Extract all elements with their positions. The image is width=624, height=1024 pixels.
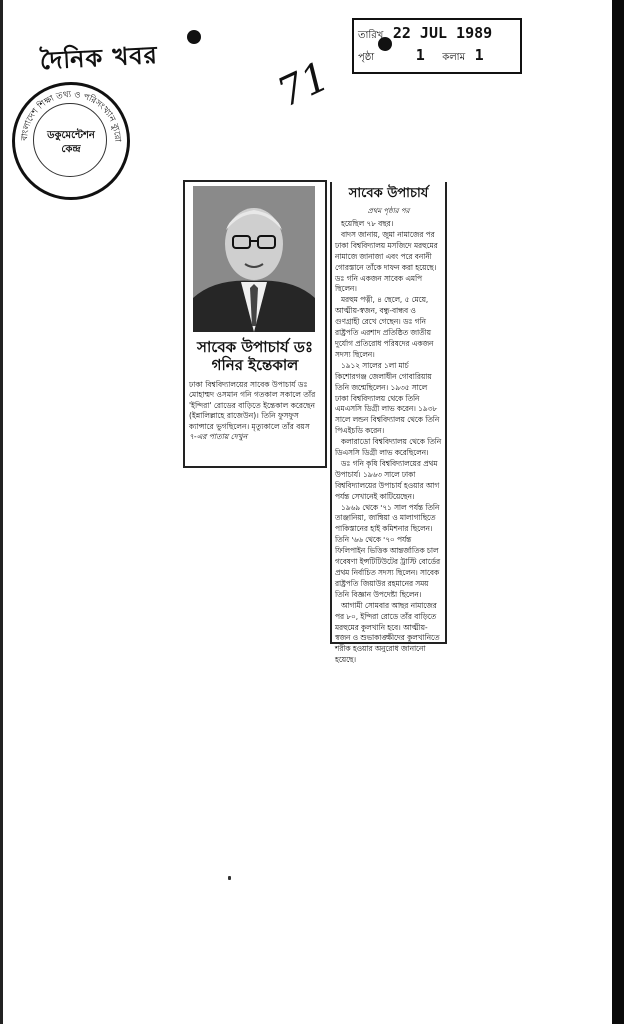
seal-center-line2: কেন্দ্র bbox=[61, 144, 81, 155]
stamp-date-label: তারিখ bbox=[358, 30, 384, 41]
handwritten-number: 71 bbox=[270, 53, 337, 117]
continuation-headline: সাবেক উপাচার্য bbox=[348, 186, 429, 201]
obituary-body bbox=[189, 380, 321, 442]
stamp-column-label: কলাম bbox=[442, 52, 466, 63]
obituary-body-text: ঢাকা বিশ্ববিদ্যালয়ের সাবেক উপাচার্য ডঃ মোহাম্মদ ওসমান গনি গতকাল সকালে তাঁর 'ইন্দিরা' রোডের বাড়িতে ইন্তেকাল করেছেন (ইন্নালিল্লাহে রাজেউন)। তিনি ফুসফুস ক্যান্সারে ভুগছিলেন। মৃত্যুকালে তাঁর বয়স bbox=[189, 380, 316, 431]
stamp-page-value: 1 bbox=[415, 46, 425, 64]
continued-note: ৭-এর পাতায় দেখুন bbox=[189, 432, 248, 442]
scan-speck bbox=[228, 876, 231, 880]
continuation-paragraph: ডঃ গনি কৃষি বিশ্ববিদ্যালয়ের প্রথম উপাচার্য। ১৯৬৩ সালে ঢাকা বিশ্ববিদ্যালয়ের উপাচার্য হওয়ার আগ পর্যন্ত সেখানেই কাটিয়েছেন। bbox=[335, 458, 440, 501]
seal-center-line1: ডকুমেন্টেশন bbox=[47, 130, 95, 141]
continuation-paragraph: আগামী সোমবার আছর নামাজের পর ৮০, ইন্দিরা রোডে তাঁর বাড়িতে মরহুমের কুলখানি হবে। আত্মীয়-স্বজন ও শুভাকাঙ্ক্ষীদের কুলখানিতে শরীক হওয়ার অনুরোধ জানানো হয়েছে। bbox=[335, 600, 440, 665]
continuation-paragraph: হয়েছিল ৭৮ বছর। bbox=[341, 219, 394, 228]
continuation-body bbox=[332, 219, 445, 666]
continuation-paragraph: ১৯১২ সালের ১লা মার্চ কিশোরগঞ্জ জেলাধীন গোবারিয়ায় তিনি জন্মেছিলেন। ১৯৩৫ সালে ঢাকা বিশ্ববিদ্যালয় থেকে তিনি এমএসসি ডিগ্রী লাভ করেন। ১৯৩৮ সালে লন্ডন বিশ্ববিদ্যালয় থেকে তিনি পিএইচডি করেন। bbox=[335, 360, 440, 436]
portrait-image bbox=[193, 186, 315, 332]
documentation-seal bbox=[12, 82, 130, 200]
obituary-clipping-continuation bbox=[330, 182, 447, 665]
headline-line-2: গনির ইন্তেকাল bbox=[211, 356, 299, 374]
stamp-page-label: পৃষ্ঠা bbox=[358, 52, 375, 63]
continuation-paragraph: কলারাডো বিশ্ববিদ্যালয় থেকে তিনি ডিএসসি ডিগ্রী লাভ করেছিলেন। bbox=[335, 437, 442, 458]
portrait-photo bbox=[193, 186, 315, 332]
obituary-headline bbox=[189, 338, 321, 374]
continuation-paragraph: ১৯৬৯ থেকে '৭১ সাল পর্যন্ত তিনি তাঞ্জানিয়া, জাম্বিয়া ও মালাগাছিতে পাকিস্তানের হাই কমিশনার ছিলেন। তিনি '৬৬ থেকে '৭০ পর্যন্ত ফিলিপাইন ভিত্তিক আন্তর্জাতিক চাল গবেষণা ইন্সটিটিউটের ট্রাস্টি বোর্ডের প্রথম নির্বাচিত সদস্য ছিলেন। সাবেক রাষ্ট্রপতি জিয়াউর রহমানের সময় তিনি বিজ্ঞান উপদেষ্টা ছিলেন। bbox=[335, 502, 441, 599]
headline-line-1: সাবেক উপাচার্য ডঃ bbox=[197, 338, 313, 356]
newspaper-masthead: দৈনিক খবর bbox=[39, 39, 159, 76]
continuation-paragraph: বাদস জানায়, জুমা নামাজের পর ঢাকা বিশ্ববিদ্যালয় মসজিদে মরহুমের নামাজে জানাজা এবং পরে বনানী গোরস্তানে তাঁকে দাফন করা হয়েছে। ডঃ গনি একজন সাবেক এমপি ছিলেন। bbox=[335, 229, 438, 294]
obituary-clipping-main bbox=[183, 180, 327, 468]
punch-hole-left bbox=[187, 30, 201, 44]
stamp-column-value: 1 bbox=[474, 46, 484, 64]
scan-left-edge bbox=[0, 0, 3, 1024]
continuation-paragraph: মরহুম পত্নী, ৪ ছেলে, ৫ মেয়ে, আত্মীয়-স্বজন, বন্ধু-বান্ধব ও গুণগ্রাহী রেখে গেছেন। ডঃ গনি রাষ্ট্রপতি এরশাদ প্রতিষ্ঠিত জাতীয় দুর্যোগ প্রতিরোধ পরিষদের একজন সদস্য ছিলেন। bbox=[335, 295, 434, 359]
date-page-stamp bbox=[352, 18, 522, 74]
seal-ring-label: বাংলাদেশ শিক্ষা তথ্য ও পরিসংখ্যান ব্যুরো bbox=[19, 89, 123, 143]
continuation-subline: প্রথম পৃষ্ঠার পর bbox=[367, 207, 410, 215]
scan-right-edge bbox=[612, 0, 624, 1024]
stamp-date-value: 22 JUL 1989 bbox=[392, 24, 493, 42]
